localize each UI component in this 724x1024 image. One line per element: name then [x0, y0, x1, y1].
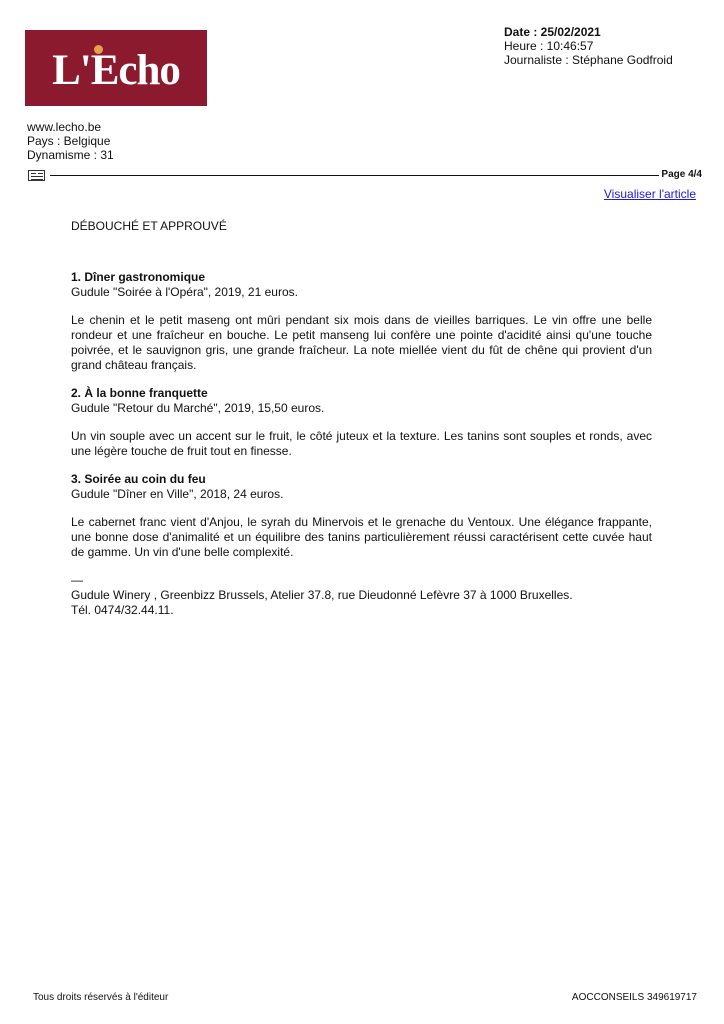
publish-date: Date : 25/02/2021 [504, 25, 601, 39]
publish-time: Heure : 10:46:57 [504, 39, 594, 53]
section-title: 3. Soirée au coin du feu [71, 472, 206, 486]
wine-section [71, 270, 652, 373]
winery-address: Gudule Winery , Greenbizz Brussels, Atelier 37.8, rue Dieudonné Lefèvre 37 à 1000 Bruxelles. [71, 588, 573, 602]
page-rule [28, 169, 704, 183]
wine-section [71, 386, 652, 459]
separator-dash: — [71, 573, 83, 587]
section-body: Le cabernet franc vient d'Anjou, le syrah du Minervois et le grenache du Ventoux. Une élégance frappante, une bonne dose d'animalité et un équilibre des tanins particulièrement réussi caractérisent cette cuvée haut de gamme. Un vin d'une belle complexité. [71, 515, 652, 559]
section-product: Gudule "Retour du Marché", 2019, 15,50 euros. [71, 401, 325, 415]
source-country: Pays : Belgique [27, 134, 111, 148]
view-article-link[interactable]: Visualiser l'article [603, 187, 696, 201]
section-title: 1. Dîner gastronomique [71, 270, 206, 284]
wine-section [71, 472, 652, 560]
divider [50, 175, 659, 176]
winery-phone: Tél. 0474/32.44.11. [71, 603, 174, 617]
lecho-logo [25, 30, 207, 106]
section-product: Gudule "Dîner en Ville", 2018, 24 euros. [71, 487, 284, 501]
article-body [71, 219, 652, 618]
source-dynamism: Dynamisme : 31 [27, 148, 114, 162]
article-meta [504, 25, 673, 67]
document-icon [28, 170, 45, 181]
section-body: Le chenin et le petit maseng ont mûri pendant six mois dans de vieilles barriques. Le vin offre une belle rondeur et une fraîcheur en bouche. Le petit manseng lui confère une pointe d'acidité ainsi qu'une touche poivrée, et le sauvignon gris, une grande fraîcheur. La note miellée vient du fût de chêne qui provient d'un grand château français. [71, 313, 652, 372]
logo-text: L'Echo [52, 46, 180, 94]
footer-code: AOCCONSEILS 349619717 [571, 992, 697, 1003]
journalist: Journaliste : Stéphane Godfroid [504, 53, 673, 67]
section-body: Un vin souple avec un accent sur le fruit, le côté juteux et la texture. Les tanins sont souples et ronds, avec une légère touche de fruit tout en finesse. [71, 429, 652, 458]
article-headline: DÉBOUCHÉ ET APPROUVÉ [71, 219, 227, 233]
section-product: Gudule "Soirée à l'Opéra", 2019, 21 euros. [71, 285, 298, 299]
section-title: 2. À la bonne franquette [71, 386, 208, 400]
footer-rights: Tous droits réservés à l'éditeur [33, 992, 169, 1003]
source-site: www.lecho.be [27, 120, 102, 134]
source-info [27, 120, 114, 162]
page-number: Page 4/4 [661, 169, 702, 180]
